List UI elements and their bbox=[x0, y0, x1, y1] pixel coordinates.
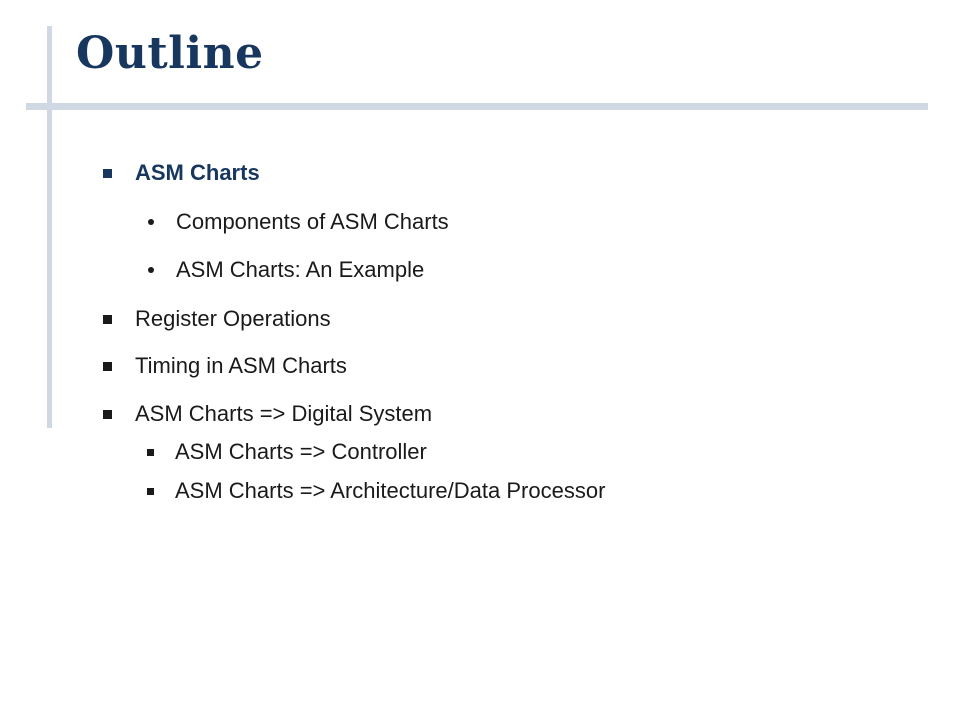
outline-item-label: Components of ASM Charts bbox=[176, 209, 449, 234]
square-bullet-icon bbox=[103, 362, 112, 371]
square-bullet-icon bbox=[147, 488, 154, 495]
outline-item-label: ASM Charts => Digital System bbox=[135, 401, 433, 426]
square-bullet-icon bbox=[103, 169, 112, 178]
dot-bullet-icon bbox=[148, 219, 154, 225]
outline-item-label: ASM Charts bbox=[135, 160, 260, 185]
outline-item-label: ASM Charts: An Example bbox=[176, 257, 425, 282]
outline-item-label: ASM Charts => Controller bbox=[175, 439, 427, 464]
outline-item-label: ASM Charts => Architecture/Data Processor bbox=[175, 478, 606, 503]
outline-item-timing bbox=[103, 355, 347, 377]
horizontal-accent-rule bbox=[26, 103, 928, 110]
outline-subitem-architecture bbox=[147, 480, 605, 502]
square-bullet-icon bbox=[103, 315, 112, 324]
outline-item-digital-system bbox=[103, 403, 432, 425]
square-bullet-icon bbox=[103, 410, 112, 419]
outline-item-register-operations bbox=[103, 308, 331, 330]
vertical-accent-rule bbox=[47, 26, 52, 428]
square-bullet-icon bbox=[147, 449, 154, 456]
outline-item-label: Timing in ASM Charts bbox=[135, 353, 347, 378]
outline-item-label: Register Operations bbox=[135, 306, 331, 331]
slide-title: Outline bbox=[76, 28, 264, 79]
outline-subitem-components bbox=[148, 211, 449, 233]
outline-item-asm-charts bbox=[103, 162, 260, 184]
dot-bullet-icon bbox=[148, 267, 154, 273]
outline-subitem-example bbox=[148, 259, 424, 281]
outline-subitem-controller bbox=[147, 441, 427, 463]
